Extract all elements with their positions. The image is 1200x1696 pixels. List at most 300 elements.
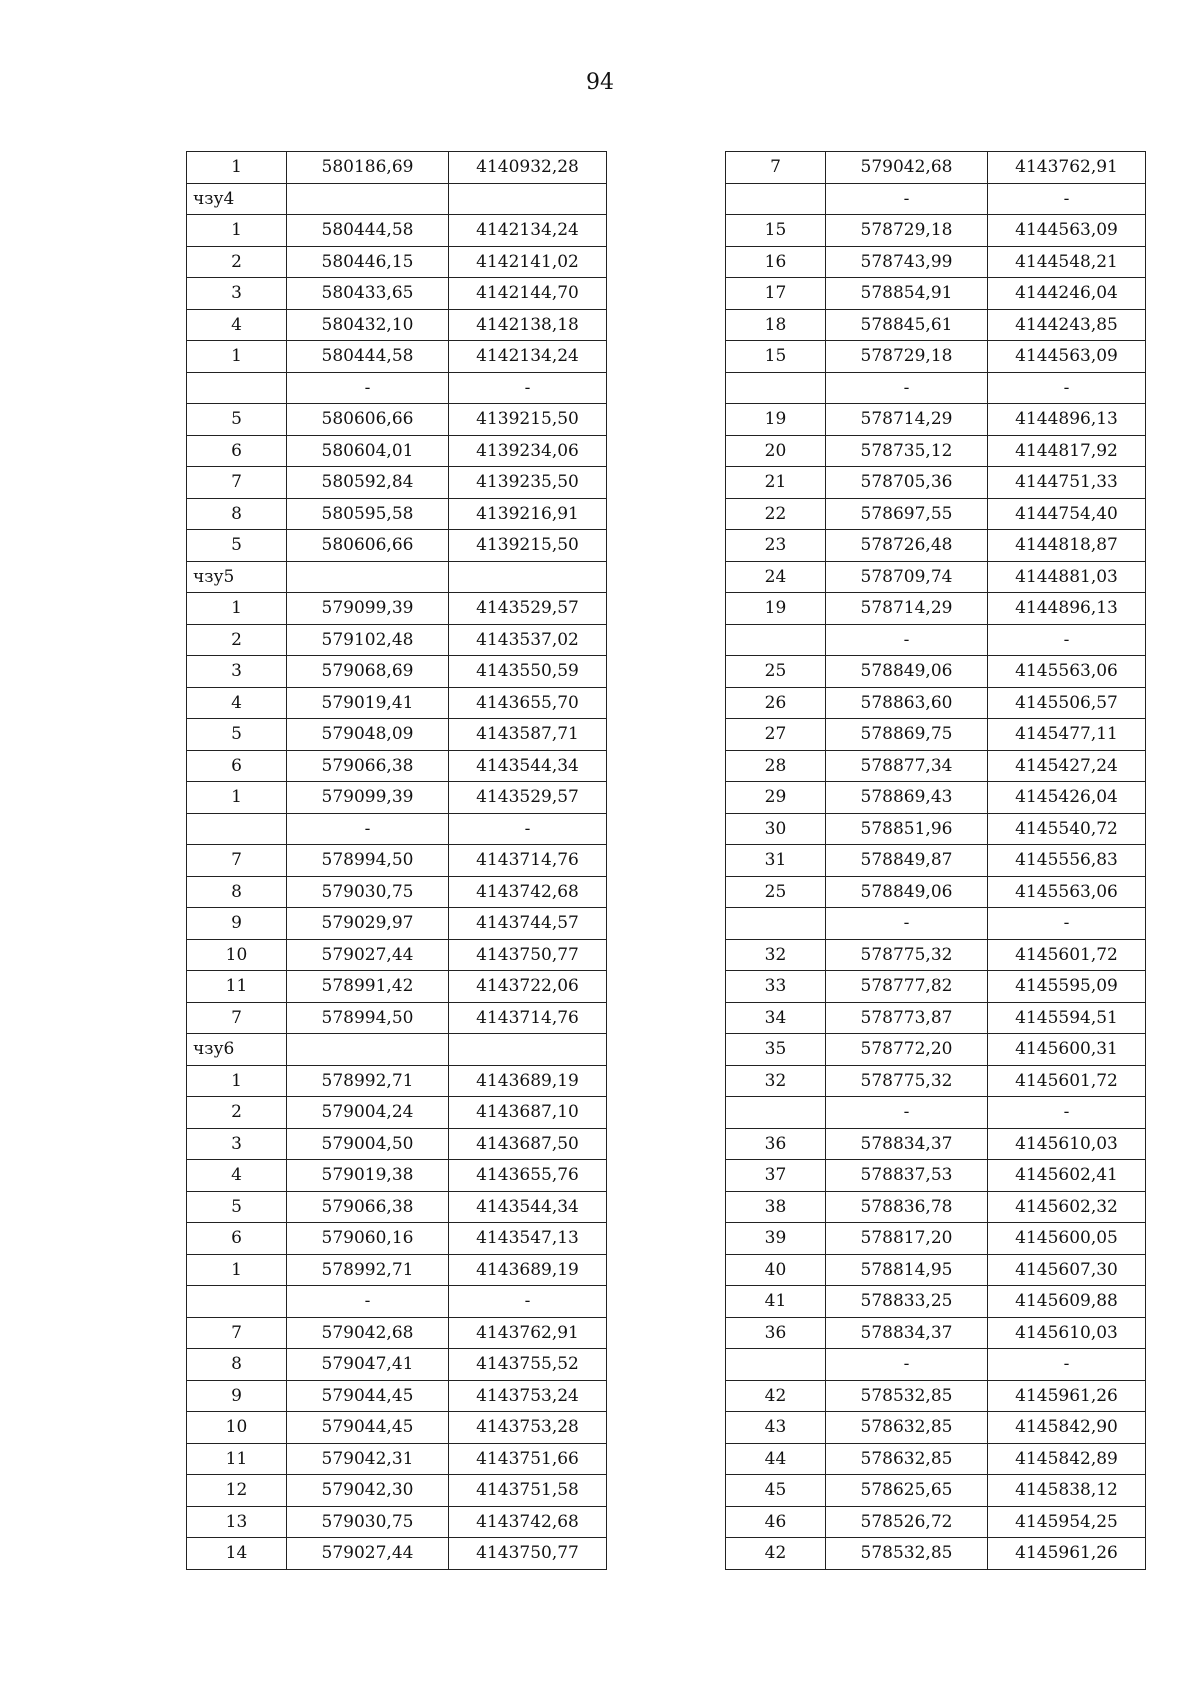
x-coordinate-cell: 579099,39 bbox=[287, 593, 449, 625]
y-coordinate-cell: 4145600,31 bbox=[988, 1034, 1146, 1066]
x-coordinate-cell: 578834,37 bbox=[826, 1317, 988, 1349]
table-row bbox=[187, 372, 607, 404]
x-coordinate-cell: - bbox=[287, 1286, 449, 1318]
point-number-cell: 3 bbox=[187, 656, 287, 688]
x-coordinate-cell bbox=[287, 183, 449, 215]
point-number-cell: 42 bbox=[726, 1380, 826, 1412]
point-number-cell bbox=[726, 1349, 826, 1381]
point-number-cell: 35 bbox=[726, 1034, 826, 1066]
y-coordinate-cell: - bbox=[988, 1349, 1146, 1381]
x-coordinate-cell: 578834,37 bbox=[826, 1128, 988, 1160]
point-number-cell: 6 bbox=[187, 1223, 287, 1255]
point-number-cell: 37 bbox=[726, 1160, 826, 1192]
y-coordinate-cell: 4145602,32 bbox=[988, 1191, 1146, 1223]
y-coordinate-cell bbox=[449, 1034, 607, 1066]
table-row bbox=[187, 1034, 607, 1066]
y-coordinate-cell: 4145602,41 bbox=[988, 1160, 1146, 1192]
y-coordinate-cell: 4144243,85 bbox=[988, 309, 1146, 341]
x-coordinate-cell: 578992,71 bbox=[287, 1065, 449, 1097]
y-coordinate-cell: 4144817,92 bbox=[988, 435, 1146, 467]
point-number-cell: 36 bbox=[726, 1317, 826, 1349]
x-coordinate-cell: 578729,18 bbox=[826, 215, 988, 247]
table-row bbox=[187, 404, 607, 436]
y-coordinate-cell: 4144896,13 bbox=[988, 404, 1146, 436]
y-coordinate-cell: 4145610,03 bbox=[988, 1317, 1146, 1349]
x-coordinate-cell: 578851,96 bbox=[826, 813, 988, 845]
table-row bbox=[187, 467, 607, 499]
y-coordinate-cell: 4145607,30 bbox=[988, 1254, 1146, 1286]
y-coordinate-cell: 4143744,57 bbox=[449, 908, 607, 940]
y-coordinate-cell: 4143655,70 bbox=[449, 687, 607, 719]
point-number-cell: 6 bbox=[187, 750, 287, 782]
x-coordinate-cell: 578837,53 bbox=[826, 1160, 988, 1192]
point-number-cell: 1 bbox=[187, 593, 287, 625]
y-coordinate-cell: 4143547,13 bbox=[449, 1223, 607, 1255]
point-number-cell: 2 bbox=[187, 1097, 287, 1129]
y-coordinate-cell: 4143751,66 bbox=[449, 1443, 607, 1475]
x-coordinate-cell: 578869,43 bbox=[826, 782, 988, 814]
table-row bbox=[726, 309, 1146, 341]
point-number-cell: 1 bbox=[187, 215, 287, 247]
point-number-cell: чзу6 bbox=[187, 1034, 287, 1066]
point-number-cell: 31 bbox=[726, 845, 826, 877]
x-coordinate-cell: 578526,72 bbox=[826, 1506, 988, 1538]
table-row bbox=[726, 1223, 1146, 1255]
point-number-cell: 9 bbox=[187, 1380, 287, 1412]
y-coordinate-cell: 4142134,24 bbox=[449, 341, 607, 373]
table-row bbox=[726, 782, 1146, 814]
y-coordinate-cell: 4142134,24 bbox=[449, 215, 607, 247]
point-number-cell: 1 bbox=[187, 341, 287, 373]
point-number-cell: 9 bbox=[187, 908, 287, 940]
x-coordinate-cell: - bbox=[826, 372, 988, 404]
y-coordinate-cell: - bbox=[988, 183, 1146, 215]
x-coordinate-cell: 580432,10 bbox=[287, 309, 449, 341]
x-coordinate-cell: 578709,74 bbox=[826, 561, 988, 593]
y-coordinate-cell: 4143544,34 bbox=[449, 1191, 607, 1223]
table-row bbox=[726, 593, 1146, 625]
x-coordinate-cell: 579066,38 bbox=[287, 1191, 449, 1223]
x-coordinate-cell bbox=[287, 1034, 449, 1066]
y-coordinate-cell: 4143742,68 bbox=[449, 876, 607, 908]
y-coordinate-cell: 4143537,02 bbox=[449, 624, 607, 656]
x-coordinate-cell: 579029,97 bbox=[287, 908, 449, 940]
point-number-cell: 40 bbox=[726, 1254, 826, 1286]
point-number-cell: 1 bbox=[187, 1065, 287, 1097]
point-number-cell bbox=[187, 1286, 287, 1318]
x-coordinate-cell: 578773,87 bbox=[826, 1002, 988, 1034]
y-coordinate-cell: - bbox=[449, 813, 607, 845]
y-coordinate-cell: 4145540,72 bbox=[988, 813, 1146, 845]
point-number-cell bbox=[726, 908, 826, 940]
x-coordinate-cell: 578845,61 bbox=[826, 309, 988, 341]
x-coordinate-cell bbox=[287, 561, 449, 593]
x-coordinate-cell: 579030,75 bbox=[287, 1506, 449, 1538]
y-coordinate-cell: 4143762,91 bbox=[988, 152, 1146, 184]
table-row bbox=[187, 876, 607, 908]
table-row bbox=[726, 1034, 1146, 1066]
y-coordinate-cell: 4144754,40 bbox=[988, 498, 1146, 530]
x-coordinate-cell: 578743,99 bbox=[826, 246, 988, 278]
table-row bbox=[726, 278, 1146, 310]
x-coordinate-cell: 579042,30 bbox=[287, 1475, 449, 1507]
y-coordinate-cell: 4144818,87 bbox=[988, 530, 1146, 562]
y-coordinate-cell: 4145842,90 bbox=[988, 1412, 1146, 1444]
y-coordinate-cell: 4143587,71 bbox=[449, 719, 607, 751]
x-coordinate-cell: - bbox=[826, 1097, 988, 1129]
x-coordinate-cell: 579044,45 bbox=[287, 1380, 449, 1412]
table-row bbox=[187, 152, 607, 184]
y-coordinate-cell: 4145601,72 bbox=[988, 1065, 1146, 1097]
table-row bbox=[726, 1160, 1146, 1192]
point-number-cell: чзу5 bbox=[187, 561, 287, 593]
table-row bbox=[187, 624, 607, 656]
table-row bbox=[187, 561, 607, 593]
x-coordinate-cell: 578632,85 bbox=[826, 1412, 988, 1444]
y-coordinate-cell: 4139235,50 bbox=[449, 467, 607, 499]
table-row bbox=[726, 908, 1146, 940]
table-row bbox=[187, 1380, 607, 1412]
y-coordinate-cell: - bbox=[988, 624, 1146, 656]
point-number-cell: 28 bbox=[726, 750, 826, 782]
y-coordinate-cell: 4143753,28 bbox=[449, 1412, 607, 1444]
x-coordinate-cell: 578775,32 bbox=[826, 939, 988, 971]
x-coordinate-cell: 580446,15 bbox=[287, 246, 449, 278]
table-row bbox=[187, 215, 607, 247]
x-coordinate-cell: 580186,69 bbox=[287, 152, 449, 184]
y-coordinate-cell: 4145563,06 bbox=[988, 876, 1146, 908]
point-number-cell: 1 bbox=[187, 782, 287, 814]
x-coordinate-cell: 579066,38 bbox=[287, 750, 449, 782]
x-coordinate-cell: 579044,45 bbox=[287, 1412, 449, 1444]
point-number-cell: чзу4 bbox=[187, 183, 287, 215]
y-coordinate-cell: 4142141,02 bbox=[449, 246, 607, 278]
point-number-cell: 39 bbox=[726, 1223, 826, 1255]
y-coordinate-cell bbox=[449, 183, 607, 215]
y-coordinate-cell: 4144751,33 bbox=[988, 467, 1146, 499]
table-row bbox=[187, 908, 607, 940]
point-number-cell: 36 bbox=[726, 1128, 826, 1160]
y-coordinate-cell bbox=[449, 561, 607, 593]
table-row bbox=[726, 939, 1146, 971]
table-row bbox=[726, 1128, 1146, 1160]
table-row bbox=[187, 1097, 607, 1129]
x-coordinate-cell: 578532,85 bbox=[826, 1538, 988, 1570]
point-number-cell: 5 bbox=[187, 404, 287, 436]
point-number-cell: 7 bbox=[187, 845, 287, 877]
table-row bbox=[187, 1002, 607, 1034]
point-number-cell: 26 bbox=[726, 687, 826, 719]
point-number-cell: 8 bbox=[187, 1349, 287, 1381]
table-row bbox=[187, 1475, 607, 1507]
x-coordinate-cell: 578994,50 bbox=[287, 1002, 449, 1034]
table-row bbox=[726, 656, 1146, 688]
x-coordinate-cell: - bbox=[826, 183, 988, 215]
table-row bbox=[726, 372, 1146, 404]
table-row bbox=[726, 687, 1146, 719]
table-row bbox=[726, 1506, 1146, 1538]
point-number-cell: 27 bbox=[726, 719, 826, 751]
y-coordinate-cell: - bbox=[988, 1097, 1146, 1129]
x-coordinate-cell: 578849,06 bbox=[826, 656, 988, 688]
x-coordinate-cell: 579060,16 bbox=[287, 1223, 449, 1255]
point-number-cell: 10 bbox=[187, 939, 287, 971]
y-coordinate-cell: 4143722,06 bbox=[449, 971, 607, 1003]
table-row bbox=[187, 1160, 607, 1192]
x-coordinate-cell: - bbox=[826, 908, 988, 940]
point-number-cell: 5 bbox=[187, 530, 287, 562]
x-coordinate-cell: 578532,85 bbox=[826, 1380, 988, 1412]
table-row bbox=[187, 1317, 607, 1349]
y-coordinate-cell: 4145506,57 bbox=[988, 687, 1146, 719]
point-number-cell: 21 bbox=[726, 467, 826, 499]
x-coordinate-cell: 578726,48 bbox=[826, 530, 988, 562]
x-coordinate-cell: - bbox=[287, 372, 449, 404]
point-number-cell: 1 bbox=[187, 1254, 287, 1286]
table-row bbox=[726, 498, 1146, 530]
y-coordinate-cell: 4145426,04 bbox=[988, 782, 1146, 814]
table-row bbox=[726, 813, 1146, 845]
table-row bbox=[187, 530, 607, 562]
table-row bbox=[187, 1191, 607, 1223]
x-coordinate-cell: 579004,24 bbox=[287, 1097, 449, 1129]
table-row bbox=[726, 152, 1146, 184]
x-coordinate-cell: 579019,41 bbox=[287, 687, 449, 719]
point-number-cell: 41 bbox=[726, 1286, 826, 1318]
y-coordinate-cell: 4145600,05 bbox=[988, 1223, 1146, 1255]
y-coordinate-cell: 4143689,19 bbox=[449, 1065, 607, 1097]
point-number-cell: 24 bbox=[726, 561, 826, 593]
x-coordinate-cell: 579042,68 bbox=[826, 152, 988, 184]
table-row bbox=[187, 498, 607, 530]
x-coordinate-cell: 578854,91 bbox=[826, 278, 988, 310]
x-coordinate-cell: 578992,71 bbox=[287, 1254, 449, 1286]
point-number-cell bbox=[187, 813, 287, 845]
table-row bbox=[726, 1412, 1146, 1444]
y-coordinate-cell: - bbox=[449, 372, 607, 404]
x-coordinate-cell: 578735,12 bbox=[826, 435, 988, 467]
y-coordinate-cell: 4143529,57 bbox=[449, 593, 607, 625]
x-coordinate-cell: 578632,85 bbox=[826, 1443, 988, 1475]
point-number-cell: 12 bbox=[187, 1475, 287, 1507]
x-coordinate-cell: 579030,75 bbox=[287, 876, 449, 908]
y-coordinate-cell: 4144563,09 bbox=[988, 341, 1146, 373]
y-coordinate-cell: 4145609,88 bbox=[988, 1286, 1146, 1318]
y-coordinate-cell: 4145961,26 bbox=[988, 1380, 1146, 1412]
x-coordinate-cell: 579068,69 bbox=[287, 656, 449, 688]
table-row bbox=[726, 404, 1146, 436]
y-coordinate-cell: 4139234,06 bbox=[449, 435, 607, 467]
table-row bbox=[187, 1506, 607, 1538]
table-row bbox=[187, 309, 607, 341]
table-row bbox=[187, 183, 607, 215]
table-row bbox=[187, 1443, 607, 1475]
point-number-cell: 4 bbox=[187, 309, 287, 341]
x-coordinate-cell: 580595,58 bbox=[287, 498, 449, 530]
y-coordinate-cell: 4145427,24 bbox=[988, 750, 1146, 782]
table-row bbox=[726, 1380, 1146, 1412]
x-coordinate-cell: 578814,95 bbox=[826, 1254, 988, 1286]
y-coordinate-cell: 4143655,76 bbox=[449, 1160, 607, 1192]
point-number-cell: 19 bbox=[726, 593, 826, 625]
point-number-cell: 44 bbox=[726, 1443, 826, 1475]
point-number-cell: 15 bbox=[726, 215, 826, 247]
point-number-cell: 11 bbox=[187, 971, 287, 1003]
y-coordinate-cell: 4143755,52 bbox=[449, 1349, 607, 1381]
point-number-cell: 1 bbox=[187, 152, 287, 184]
x-coordinate-cell: 580606,66 bbox=[287, 530, 449, 562]
x-coordinate-cell: 578836,78 bbox=[826, 1191, 988, 1223]
x-coordinate-cell: 578991,42 bbox=[287, 971, 449, 1003]
point-number-cell: 6 bbox=[187, 435, 287, 467]
y-coordinate-cell: 4143689,19 bbox=[449, 1254, 607, 1286]
point-number-cell: 38 bbox=[726, 1191, 826, 1223]
point-number-cell: 34 bbox=[726, 1002, 826, 1034]
y-coordinate-cell: 4145477,11 bbox=[988, 719, 1146, 751]
y-coordinate-cell: 4143687,50 bbox=[449, 1128, 607, 1160]
point-number-cell: 16 bbox=[726, 246, 826, 278]
y-coordinate-cell: 4145595,09 bbox=[988, 971, 1146, 1003]
point-number-cell: 2 bbox=[187, 246, 287, 278]
point-number-cell: 3 bbox=[187, 278, 287, 310]
x-coordinate-cell: 578775,32 bbox=[826, 1065, 988, 1097]
y-coordinate-cell: - bbox=[988, 908, 1146, 940]
x-coordinate-cell: 578833,25 bbox=[826, 1286, 988, 1318]
x-coordinate-cell: 578772,20 bbox=[826, 1034, 988, 1066]
table-row bbox=[187, 593, 607, 625]
x-coordinate-cell: 578849,87 bbox=[826, 845, 988, 877]
y-coordinate-cell: 4145961,26 bbox=[988, 1538, 1146, 1570]
x-coordinate-cell: 579048,09 bbox=[287, 719, 449, 751]
table-row bbox=[726, 530, 1146, 562]
x-coordinate-cell: 580444,58 bbox=[287, 341, 449, 373]
table-row bbox=[187, 1286, 607, 1318]
point-number-cell: 25 bbox=[726, 876, 826, 908]
table-row bbox=[187, 1349, 607, 1381]
point-number-cell: 4 bbox=[187, 687, 287, 719]
y-coordinate-cell: 4143751,58 bbox=[449, 1475, 607, 1507]
y-coordinate-cell: 4140932,28 bbox=[449, 152, 607, 184]
x-coordinate-cell: - bbox=[826, 1349, 988, 1381]
x-coordinate-cell: 578697,55 bbox=[826, 498, 988, 530]
table-row bbox=[726, 183, 1146, 215]
point-number-cell: 13 bbox=[187, 1506, 287, 1538]
x-coordinate-cell: 578714,29 bbox=[826, 404, 988, 436]
y-coordinate-cell: 4145842,89 bbox=[988, 1443, 1146, 1475]
table-row bbox=[187, 813, 607, 845]
point-number-cell: 7 bbox=[726, 152, 826, 184]
point-number-cell: 17 bbox=[726, 278, 826, 310]
y-coordinate-cell: - bbox=[988, 372, 1146, 404]
y-coordinate-cell: 4143714,76 bbox=[449, 845, 607, 877]
x-coordinate-cell: 578817,20 bbox=[826, 1223, 988, 1255]
x-coordinate-cell: 578777,82 bbox=[826, 971, 988, 1003]
point-number-cell: 14 bbox=[187, 1538, 287, 1570]
x-coordinate-cell: - bbox=[826, 624, 988, 656]
point-number-cell: 8 bbox=[187, 876, 287, 908]
x-coordinate-cell: 579042,31 bbox=[287, 1443, 449, 1475]
point-number-cell bbox=[726, 624, 826, 656]
point-number-cell: 18 bbox=[726, 309, 826, 341]
point-number-cell: 32 bbox=[726, 939, 826, 971]
point-number-cell: 7 bbox=[187, 1317, 287, 1349]
point-number-cell: 23 bbox=[726, 530, 826, 562]
table-row bbox=[726, 341, 1146, 373]
point-number-cell: 25 bbox=[726, 656, 826, 688]
table-row bbox=[726, 719, 1146, 751]
y-coordinate-cell: 4139216,91 bbox=[449, 498, 607, 530]
table-row bbox=[726, 845, 1146, 877]
y-coordinate-cell: 4143750,77 bbox=[449, 1538, 607, 1570]
table-row bbox=[726, 624, 1146, 656]
table-row bbox=[187, 1065, 607, 1097]
y-coordinate-cell: 4143544,34 bbox=[449, 750, 607, 782]
x-coordinate-cell: 578877,34 bbox=[826, 750, 988, 782]
point-number-cell: 5 bbox=[187, 1191, 287, 1223]
x-coordinate-cell: 578625,65 bbox=[826, 1475, 988, 1507]
x-coordinate-cell: 579027,44 bbox=[287, 1538, 449, 1570]
point-number-cell: 42 bbox=[726, 1538, 826, 1570]
table-row bbox=[726, 1443, 1146, 1475]
table-row bbox=[726, 1065, 1146, 1097]
table-row bbox=[726, 1349, 1146, 1381]
x-coordinate-cell: 579047,41 bbox=[287, 1349, 449, 1381]
coordinates-table-right bbox=[725, 151, 1146, 1570]
point-number-cell: 7 bbox=[187, 467, 287, 499]
x-coordinate-cell: 580433,65 bbox=[287, 278, 449, 310]
point-number-cell: 10 bbox=[187, 1412, 287, 1444]
table-row bbox=[726, 1475, 1146, 1507]
table-row bbox=[187, 687, 607, 719]
y-coordinate-cell: 4144563,09 bbox=[988, 215, 1146, 247]
y-coordinate-cell: 4143753,24 bbox=[449, 1380, 607, 1412]
table-row bbox=[726, 1286, 1146, 1318]
y-coordinate-cell: 4139215,50 bbox=[449, 530, 607, 562]
x-coordinate-cell: 580444,58 bbox=[287, 215, 449, 247]
table-row bbox=[726, 246, 1146, 278]
table-row bbox=[187, 341, 607, 373]
y-coordinate-cell: 4143750,77 bbox=[449, 939, 607, 971]
y-coordinate-cell: 4144548,21 bbox=[988, 246, 1146, 278]
point-number-cell: 32 bbox=[726, 1065, 826, 1097]
table-row bbox=[187, 246, 607, 278]
y-coordinate-cell: 4144896,13 bbox=[988, 593, 1146, 625]
table-row bbox=[187, 435, 607, 467]
point-number-cell: 4 bbox=[187, 1160, 287, 1192]
point-number-cell: 46 bbox=[726, 1506, 826, 1538]
table-row bbox=[187, 278, 607, 310]
table-row bbox=[187, 845, 607, 877]
table-row bbox=[726, 1317, 1146, 1349]
x-coordinate-cell: 578994,50 bbox=[287, 845, 449, 877]
table-row bbox=[726, 1097, 1146, 1129]
y-coordinate-cell: 4145601,72 bbox=[988, 939, 1146, 971]
y-coordinate-cell: 4142138,18 bbox=[449, 309, 607, 341]
y-coordinate-cell: 4143762,91 bbox=[449, 1317, 607, 1349]
y-coordinate-cell: 4145610,03 bbox=[988, 1128, 1146, 1160]
table-row bbox=[187, 1254, 607, 1286]
table-row bbox=[726, 1191, 1146, 1223]
y-coordinate-cell: 4143714,76 bbox=[449, 1002, 607, 1034]
table-row bbox=[726, 561, 1146, 593]
point-number-cell: 30 bbox=[726, 813, 826, 845]
x-coordinate-cell: 579019,38 bbox=[287, 1160, 449, 1192]
point-number-cell: 43 bbox=[726, 1412, 826, 1444]
point-number-cell: 2 bbox=[187, 624, 287, 656]
point-number-cell: 45 bbox=[726, 1475, 826, 1507]
table-row bbox=[726, 1002, 1146, 1034]
x-coordinate-cell: 579102,48 bbox=[287, 624, 449, 656]
